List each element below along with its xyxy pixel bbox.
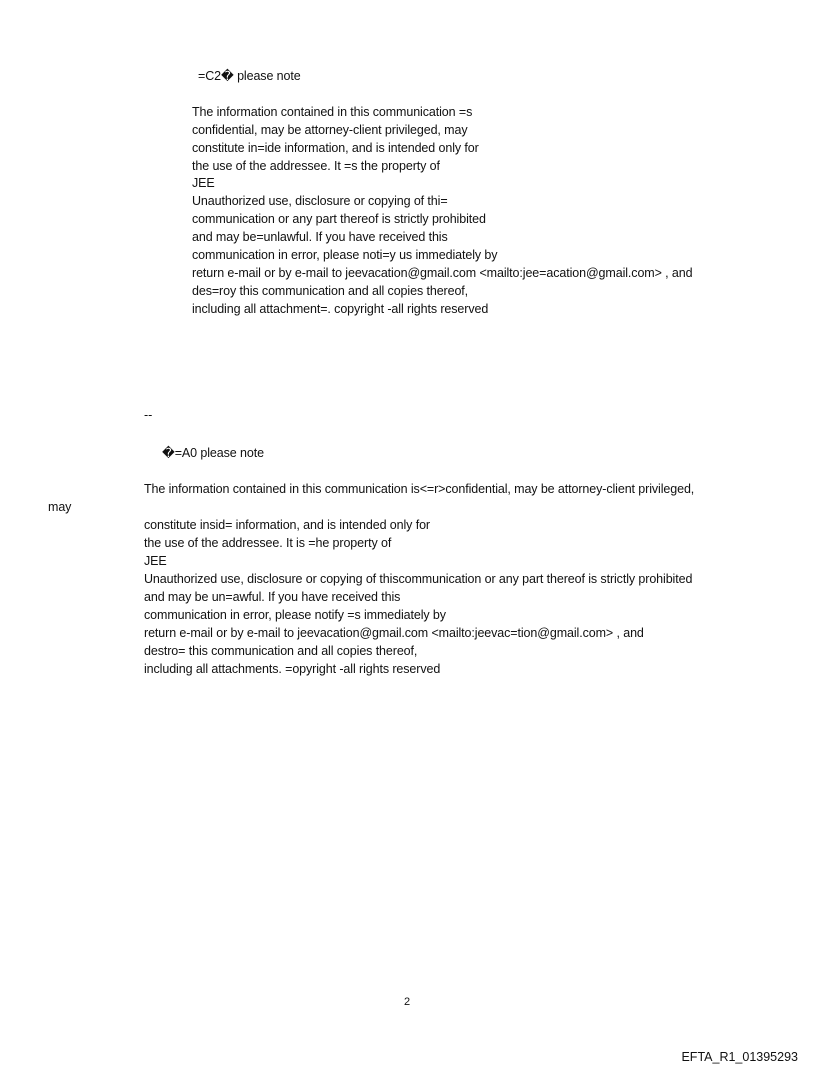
text-line: confidential, may be attorney-client privileged, may (192, 123, 468, 137)
text-line: including all attachment=. copyright -all rights reserved (192, 302, 489, 316)
text-line: and may be=unlawful. If you have received this (192, 230, 448, 244)
text-line: communication or any part thereof is strictly prohibited (192, 212, 486, 226)
text-line: communication in error, please noti=y us immediately by (192, 248, 498, 262)
separator: -- (144, 408, 153, 422)
text-line: return e-mail or by e-mail to jeevacation@gmail.com <mailto:jee=acation@gmail.com> , and (192, 266, 693, 280)
text-line: JEE (144, 554, 167, 568)
text-line: Unauthorized use, disclosure or copying of thiscommunication or any part thereof is strictly prohibited (144, 572, 693, 586)
text-line: The information contained in this communication =s (192, 105, 473, 119)
text-line: return e-mail or by e-mail to jeevacation@gmail.com <mailto:jeevac=tion@gmail.com> , and (144, 626, 644, 640)
text-line: including all attachments. =opyright -all rights reserved (144, 662, 441, 676)
text-line: The information contained in this communication is<=r>confidential, may be attorney-client privileged, (144, 482, 695, 496)
text-line: des=roy this communication and all copies thereof, (192, 284, 469, 298)
text-line: destro= this communication and all copies thereof, (144, 644, 418, 658)
text-line: constitute in=ide information, and is intended only for (192, 141, 479, 155)
text-line: Unauthorized use, disclosure or copying of thi= (192, 194, 448, 208)
text-line: and may be un=awful. If you have received this (144, 590, 401, 604)
text-line: communication in error, please notify =s immediately by (144, 608, 446, 622)
note-heading-1: =C2� please note (198, 69, 301, 83)
wrapped-word: may (48, 500, 72, 514)
page-number: 2 (404, 996, 411, 1008)
text-line: constitute insid= information, and is intended only for (144, 518, 430, 532)
text-line: JEE (192, 176, 215, 190)
note-heading-2: �=A0 please note (162, 446, 264, 460)
document-id: EFTA_R1_01395293 (681, 1050, 798, 1064)
text-line: the use of the addressee. It =s the property of (192, 159, 440, 173)
text-line: the use of the addressee. It is =he property of (144, 536, 392, 550)
